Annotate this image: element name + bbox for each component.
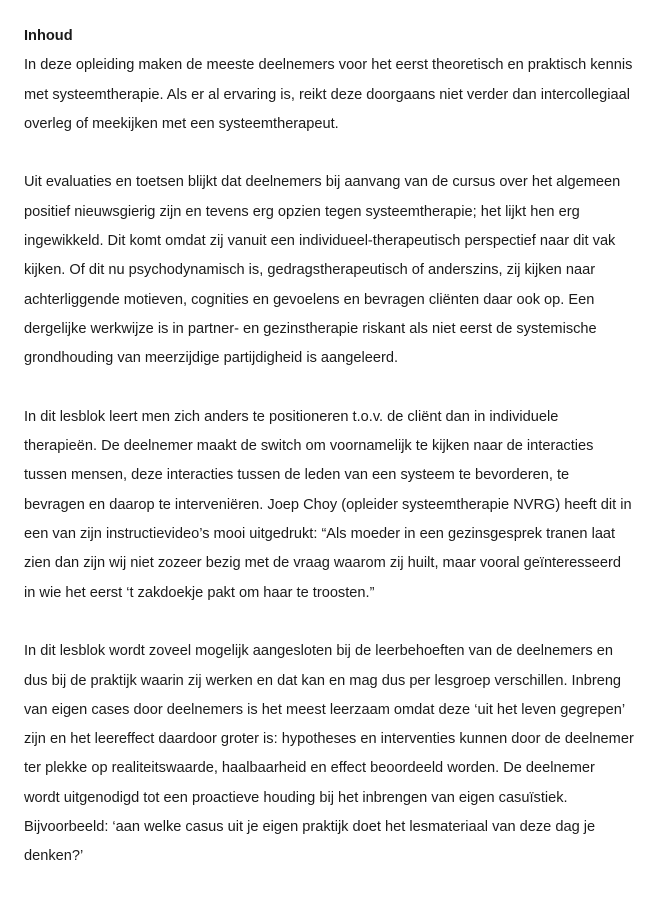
- paragraph-evaluations: Uit evaluaties en toetsen blijkt dat deelnemers bij aanvang van de cursus over het algemeen positief nieuwsgierig zijn en tevens erg opzien tegen systeemtherapie; het lijkt hen erg ingewikkeld. Dit komt omdat zij vanuit een individueel-therapeutisch perspectief naar dit vak kijken. Of dit nu psychodynamisch is, gedragstherapeutisch of anderszins, zij kijken naar achterliggende motieven, cognities en gevoelens en bevragen cliënten daar ook op. Een dergelijke werkwijze is in partner- en gezinstherapie riskant als niet eerst de systemische grondhouding van meerzijdige partijdigheid is aangeleerd.: [24, 174, 621, 367]
- paragraph-positioning: In dit lesblok leert men zich anders te positioneren t.o.v. de cliënt dan in individuele therapieën. De deelnemer maakt de switch om voornamelijk te kijken naar de interacties tussen mensen, deze interacties tussen de leden van een systeem te bevorderen, te bevragen en daarop te interveniëren. Joep Choy (opleider systeemtherapie NVRG) heeft dit in een van zijn instructievideo’s mooi uitgedrukt: “Als moeder in een gezinsgesprek tranen laat zien dan zijn wij niet zozeer bezig met de vraag waarom zij huilt, maar vooral geïnteresseerd in wie het eerst ‘t zakdoekje pakt om haar te troosten.”: [24, 408, 632, 601]
- document-body: [24, 22, 634, 872]
- paragraph-intro: In deze opleiding maken de meeste deelnemers voor het eerst theoretisch en praktisch kennis met systeemtherapie. Als er al ervaring is, reikt deze doorgaans niet verder dan intercollegiaal overleg of meekijken met een systeemtherapeut.: [24, 57, 633, 132]
- paragraph-learning-needs: In dit lesblok wordt zoveel mogelijk aangesloten bij de leerbehoeften van de deelnemers en dus bij de praktijk waarin zij werken en dat kan en mag dus per lesgroep verschillen. Inbreng van eigen cases door deelnemers is het meest leerzaam omdat deze ‘uit het leven gegrepen’ zijn en het leereffect daardoor groter is: hypotheses en interventies kunnen door de deelnemer ter plekke op realiteitswaarde, haalbaarheid en effect beoordeeld worden. De deelnemer wordt uitgenodigd tot een proactieve houding bij het inbrengen van eigen casuïstiek. Bijvoorbeeld: ‘aan welke casus uit je eigen praktijk doet het lesmateriaal van deze dag je denken?’: [24, 643, 634, 865]
- section-heading: Inhoud: [24, 28, 73, 44]
